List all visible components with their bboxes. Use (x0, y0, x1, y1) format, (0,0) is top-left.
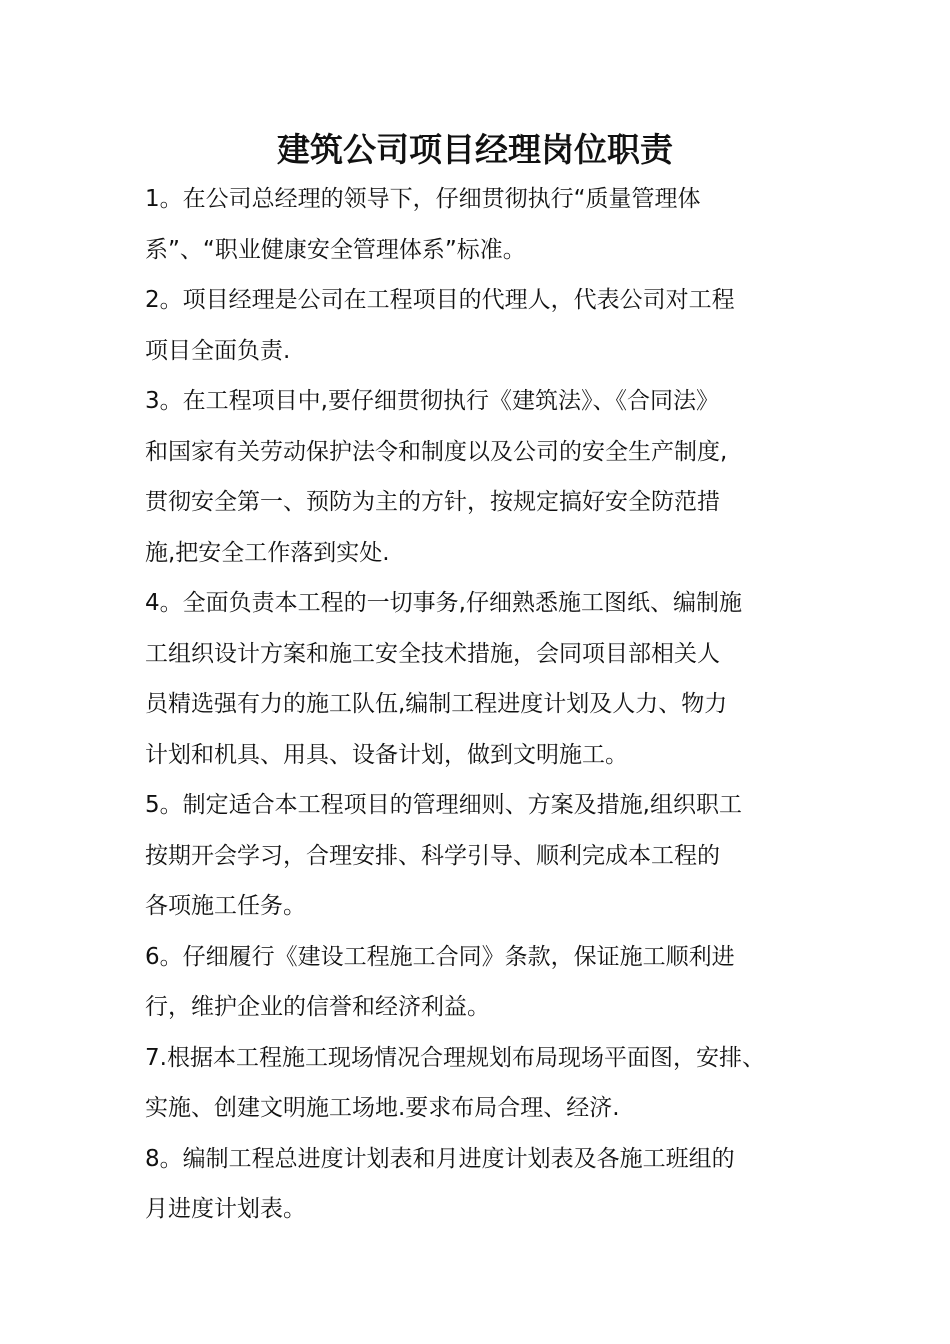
paragraph-line: 施,把安全工作落到实处. (145, 539, 390, 566)
paragraph-line: 1。在公司总经理的领导下，仔细贯彻执行“质量管理体 (145, 186, 701, 212)
document-title: 建筑公司项目经理岗位职责 (277, 130, 673, 169)
paragraph-line: 行，维护企业的信誉和经济利益。 (145, 994, 490, 1020)
paragraph-line: 7.根据本工程施工现场情况合理规划布局现场平面图，安排、 (145, 1044, 765, 1071)
paragraph-line: 计划和机具、用具、设备计划，做到文明施工。 (145, 741, 628, 768)
document-body (145, 174, 835, 1235)
paragraph-line: 工组织设计方案和施工安全技术措施，会同项目部相关人 (145, 640, 720, 667)
paragraph-line: 员精选强有力的施工队伍,编制工程进度计划及人力、物力 (145, 691, 728, 717)
paragraph-5 (145, 780, 835, 932)
paragraph-3 (145, 376, 835, 578)
paragraph-line: 项目全面负责. (145, 337, 291, 364)
paragraph-6 (145, 932, 835, 1033)
paragraph-line: 系”、“职业健康安全管理体系”标准。 (145, 236, 526, 263)
paragraph-8 (145, 1134, 835, 1235)
paragraph-1 (145, 174, 835, 275)
paragraph-line: 4。全面负责本工程的一切事务,仔细熟悉施工图纸、编制施 (145, 590, 742, 616)
paragraph-line: 各项施工任务。 (145, 893, 306, 919)
paragraph-line: 和国家有关劳动保护法令和制度以及公司的安全生产制度, (145, 438, 728, 465)
paragraph-line: 6。仔细履行《建设工程施工合同》条款，保证施工顺利进 (145, 943, 735, 970)
paragraph-line: 按期开会学习，合理安排、科学引导、顺利完成本工程的 (145, 842, 720, 869)
paragraph-7 (145, 1033, 835, 1134)
paragraph-4 (145, 578, 835, 780)
paragraph-line: 月进度计划表。 (145, 1196, 306, 1222)
paragraph-line: 贯彻安全第一、预防为主的方针，按规定搞好安全防范措 (145, 489, 720, 515)
paragraph-line: 3。在工程项目中,要仔细贯彻执行《建筑法》、《合同法》 (145, 388, 719, 414)
paragraph-2 (145, 275, 835, 376)
paragraph-line: 5。制定适合本工程项目的管理细则、方案及措施,组织职工 (145, 792, 742, 818)
paragraph-line: 2。项目经理是公司在工程项目的代理人，代表公司对工程 (145, 287, 735, 313)
paragraph-line: 8。编制工程总进度计划表和月进度计划表及各施工班组的 (145, 1145, 735, 1172)
paragraph-line: 实施、创建文明施工场地.要求布局合理、经济. (145, 1095, 620, 1121)
